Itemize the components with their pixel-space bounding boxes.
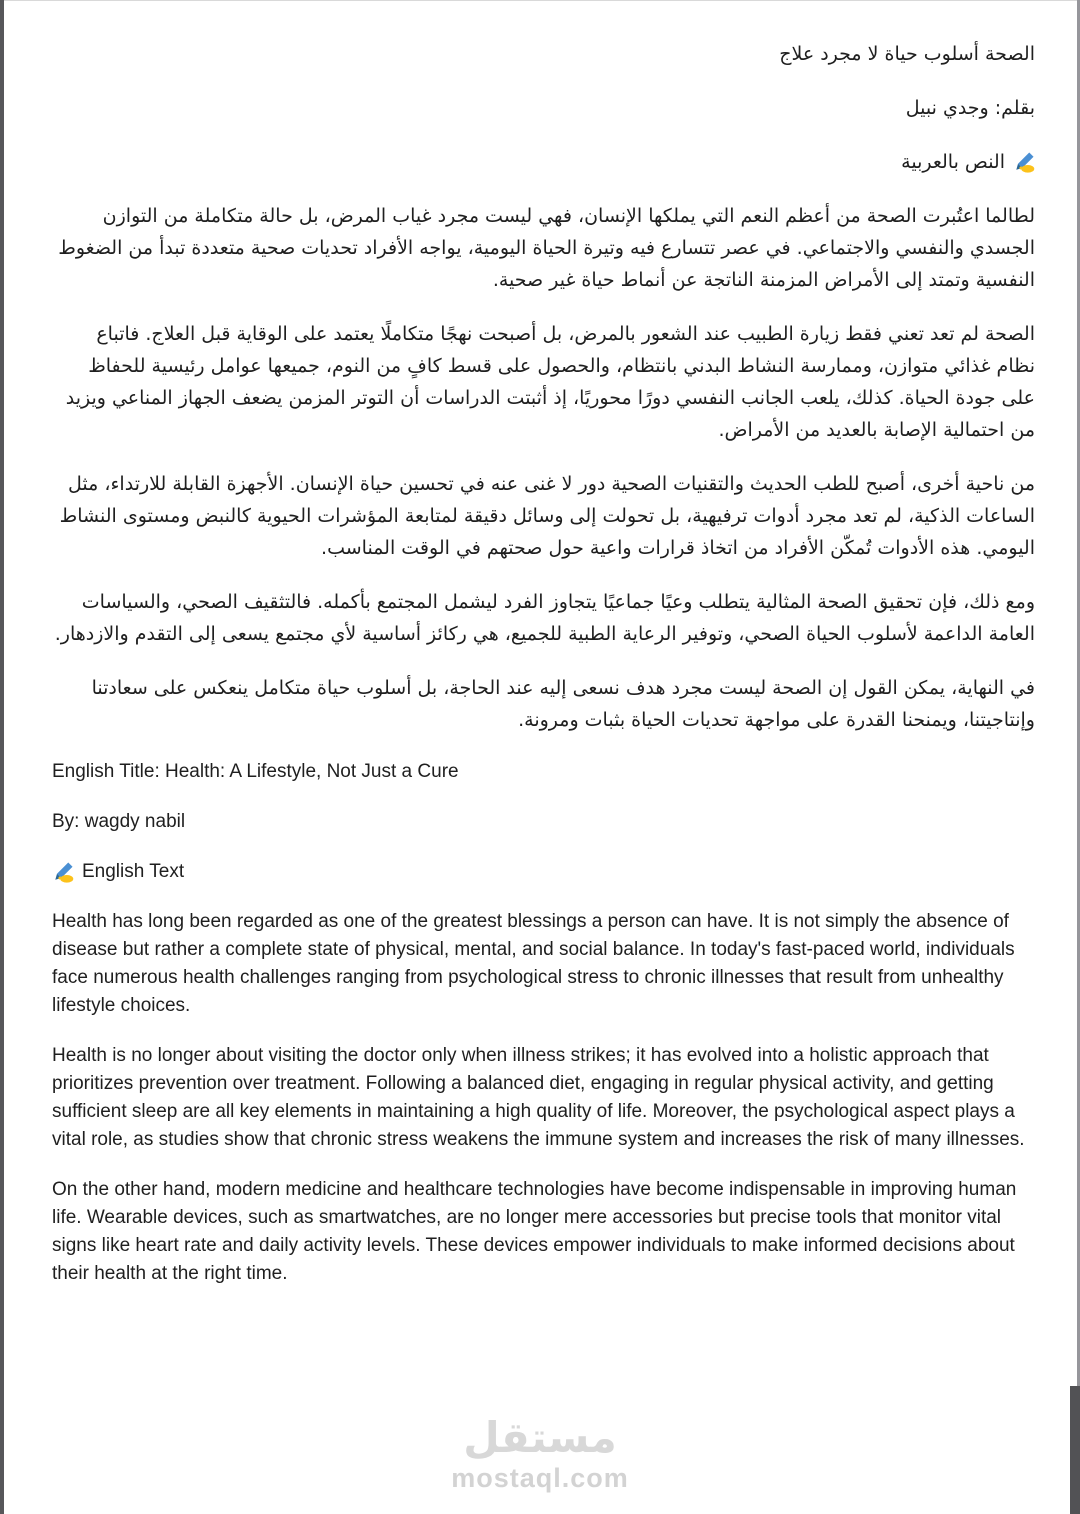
arabic-paragraph-2: الصحة لم تعد تعني فقط زيارة الطبيب عند الشعور بالمرض، بل أصبحت نهجًا متكاملًا يعتمد على الوقاية قبل العلاج. فاتباع نظام غذائي متوازن، وممارسة النشاط البدني بانتظام، والحصول على قسط كافٍ من النوم، جميعها عوامل رئيسية للحفاظ على جودة الحياة. كذلك، يلعب الجانب النفسي دورًا محوريًا، إذ أثبتت الدراسات أن التوتر المزمن يضعف الجهاز المناعي ويزيد من احتمالية الإصابة بالعديد من الأمراض. bbox=[65, 323, 1035, 441]
arabic-section-label-text: النص بالعربية bbox=[901, 151, 1005, 173]
english-paragraph-3: On the other hand, modern medicine and healthcare technologies have become indispensable in improving human life. Wearable devices, such as smartwatches, are no longer mere accessories but precise tools that monitor vital signs like heart rate and daily activity levels. These devices empower individuals to make informed decisions about their health at the right time. bbox=[52, 1179, 1017, 1284]
arabic-paragraph-5: في النهاية، يمكن القول إن الصحة ليست مجرد هدف نسعى إليه عند الحاجة، بل أسلوب حياة متكامل ينعكس على سعادتنا وإنتاجيتنا، ويمنحنا القدرة على مواجهة تحديات الحياة بثبات ومرونة. bbox=[91, 677, 1035, 731]
writing-hand-icon bbox=[52, 861, 74, 883]
arabic-section bbox=[52, 38, 1035, 736]
arabic-paragraph-4: ومع ذلك، فإن تحقيق الصحة المثالية يتطلب وعيًا جماعيًا يتجاوز الفرد ليشمل المجتمع بأكمله. فالتثقيف الصحي، والسياسات العامة الداعمة لأسلوب الحياة الصحي، وتوفير الرعاية الطبية للجميع، هي ركائز أساسية لأي مجتمع يسعى إلى التقدم والازدهار. bbox=[54, 591, 1035, 645]
english-section-label bbox=[52, 858, 1035, 886]
arabic-paragraph-3: من ناحية أخرى، أصبح للطب الحديث والتقنيات الصحية دور لا غنى عنه في تحسين حياة الإنسان. الأجهزة القابلة للارتداء، مثل الساعات الذكية، لم تعد مجرد أدوات ترفيهية، بل تحولت إلى وسائل دقيقة لمتابعة المؤشرات الحيوية كالنبض ومستوى النشاط اليومي. هذه الأدوات تُمكّن الأفراد من اتخاذ قرارات واعية حول صحتهم في الوقت المناسب. bbox=[59, 473, 1035, 559]
left-border-bar bbox=[0, 0, 4, 1514]
mostaql-watermark bbox=[0, 1413, 1080, 1494]
english-section-label-text: English Text bbox=[82, 861, 185, 882]
writing-hand-icon bbox=[1013, 151, 1035, 173]
scrollbar-thumb[interactable] bbox=[1070, 1386, 1080, 1514]
arabic-byline: بقلم: وجدي نبيل bbox=[905, 97, 1035, 119]
arabic-title: الصحة أسلوب حياة لا مجرد علاج bbox=[779, 43, 1035, 65]
arabic-section-label bbox=[52, 146, 1035, 178]
english-title: English Title: Health: A Lifestyle, Not Just a Cure bbox=[52, 761, 459, 782]
english-paragraph-1: Health has long been regarded as one of the greatest blessings a person can have. It is not simply the absence of disease but rather a complete state of physical, mental, and social balance. In today's fast-paced world, individuals face numerous health challenges ranging from psychological stress to chronic illnesses that result from unhealthy lifestyle choices. bbox=[52, 911, 1015, 1016]
english-paragraph-2: Health is no longer about visiting the doctor only when illness strikes; it has evolved into a holistic approach that prioritizes prevention over treatment. Following a balanced diet, engaging in regular physical activity, and getting sufficient sleep are all key elements in maintaining a high quality of life. Moreover, the psychological aspect plays a vital role, as studies show that chronic stress weakens the immune system and increases the risk of many illnesses. bbox=[52, 1045, 1025, 1150]
arabic-paragraph-1: لطالما اعتُبرت الصحة من أعظم النعم التي يملكها الإنسان، فهي ليست مجرد غياب المرض، بل حالة متكاملة من التوازن الجسدي والنفسي والاجتماعي. في عصر تتسارع فيه وتيرة الحياة اليومية، يواجه الأفراد تحديات صحية متعددة تبدأ من الضغوط النفسية وتمتد إلى الأمراض المزمنة الناتجة عن أنماط حياة غير صحية. bbox=[58, 205, 1035, 291]
top-border-line bbox=[0, 0, 1080, 1]
english-section bbox=[52, 758, 1035, 1288]
english-byline: By: wagdy nabil bbox=[52, 811, 186, 832]
mostaql-logo-text: مستقل bbox=[463, 1413, 617, 1462]
mostaql-domain-text: mostaql.com bbox=[451, 1463, 629, 1494]
